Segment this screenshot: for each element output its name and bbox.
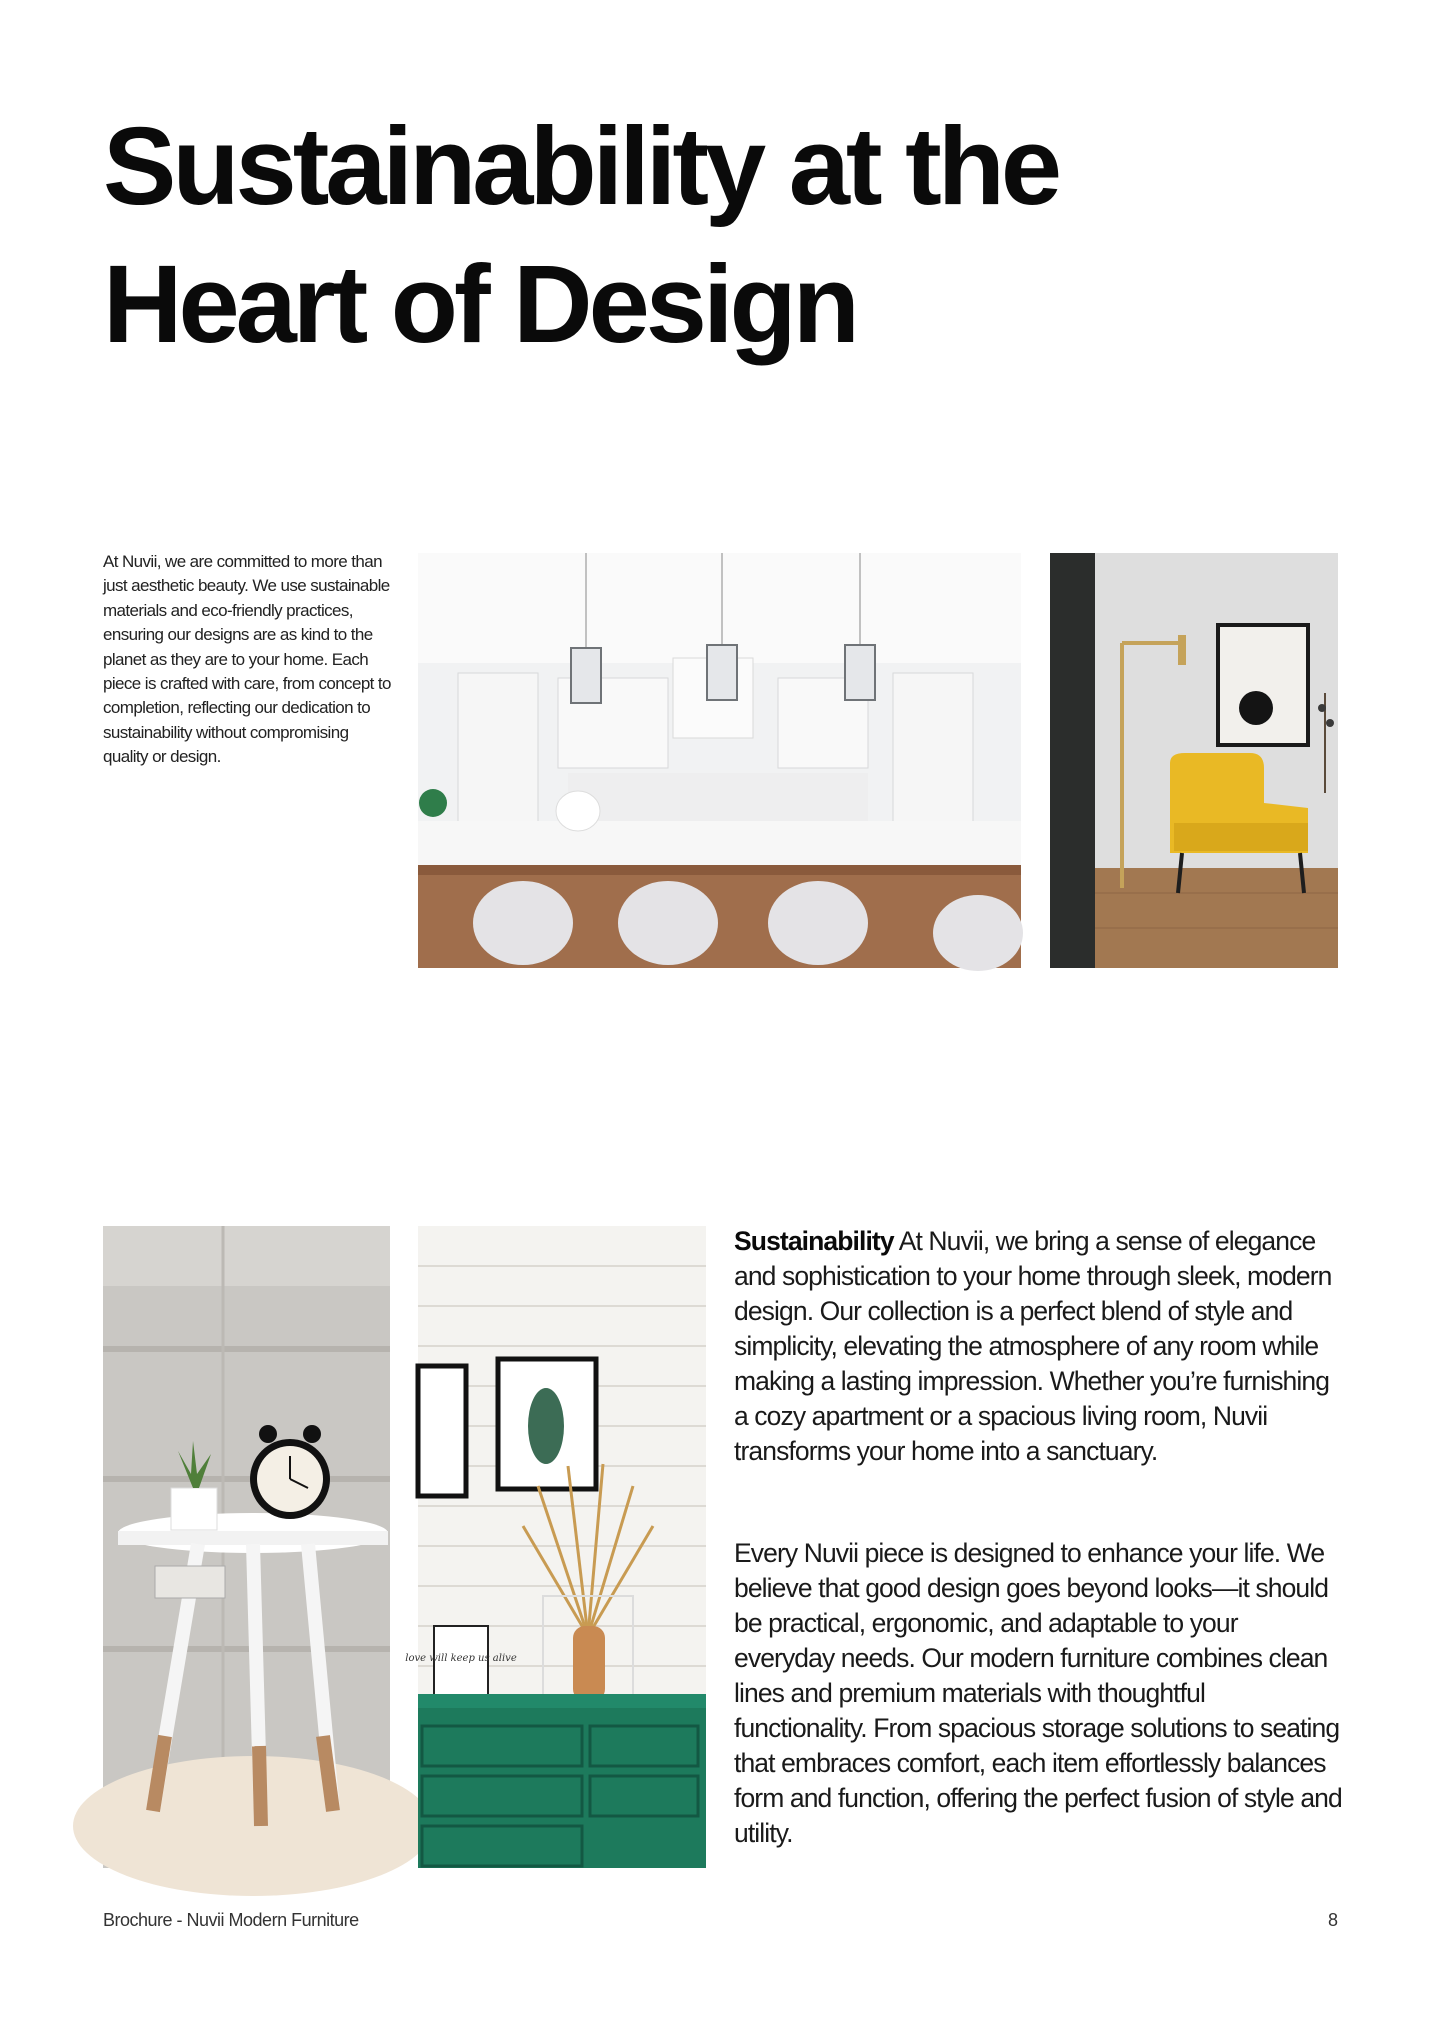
footer-brochure-label: Brochure - Nuvii Modern Furniture bbox=[103, 1910, 359, 1930]
sustainability-paragraph bbox=[734, 1224, 1344, 1469]
title-line-2: Heart of Design bbox=[103, 243, 856, 366]
poster-text: love will keep us alive bbox=[405, 1653, 517, 1664]
intro-paragraph: At Nuvii, we are committed to more than just aesthetic beauty. We use sustainable materials and eco-friendly practices, ensuring our designs are as kind to the planet as they are to your home. Each piece is crafted with care, from concept to completion, reflecting our dedication to sustainability without compromising quality or design. bbox=[103, 552, 391, 767]
page-number: 8 bbox=[1327, 1910, 1338, 1930]
green-cabinet-photo bbox=[405, 1226, 706, 1868]
page-title bbox=[103, 98, 1303, 374]
title-line-1: Sustainability at the bbox=[103, 105, 1059, 228]
section-text: At Nuvii, we bring a sense of elegance and sophistication to your home through sleek, modern design. Our collection is a perfect blend of style and simplicity, elevating the atmosphere of any room while making a lasting impression. Whether you’re furnishing a cozy apartment or a spacious living room, Nuvii transforms your home into a sanctuary. bbox=[734, 1226, 1332, 1466]
design-paragraph: Every Nuvii piece is designed to enhance your life. We believe that good design goes beyond looks—it should be practical, ergonomic, and adaptable to your everyday needs. Our modern furniture combines clean lines and premium materials with thoughtful functionality. From spacious storage solutions to seating that embraces comfort, each item effortlessly balances form and function, offering the perfect fusion of style and utility. bbox=[734, 1538, 1342, 1848]
kitchen-photo bbox=[418, 553, 1021, 968]
side-table-clock-photo bbox=[103, 1226, 390, 1868]
armchair-photo bbox=[1050, 553, 1338, 968]
section-lead: Sustainability bbox=[734, 1226, 894, 1256]
